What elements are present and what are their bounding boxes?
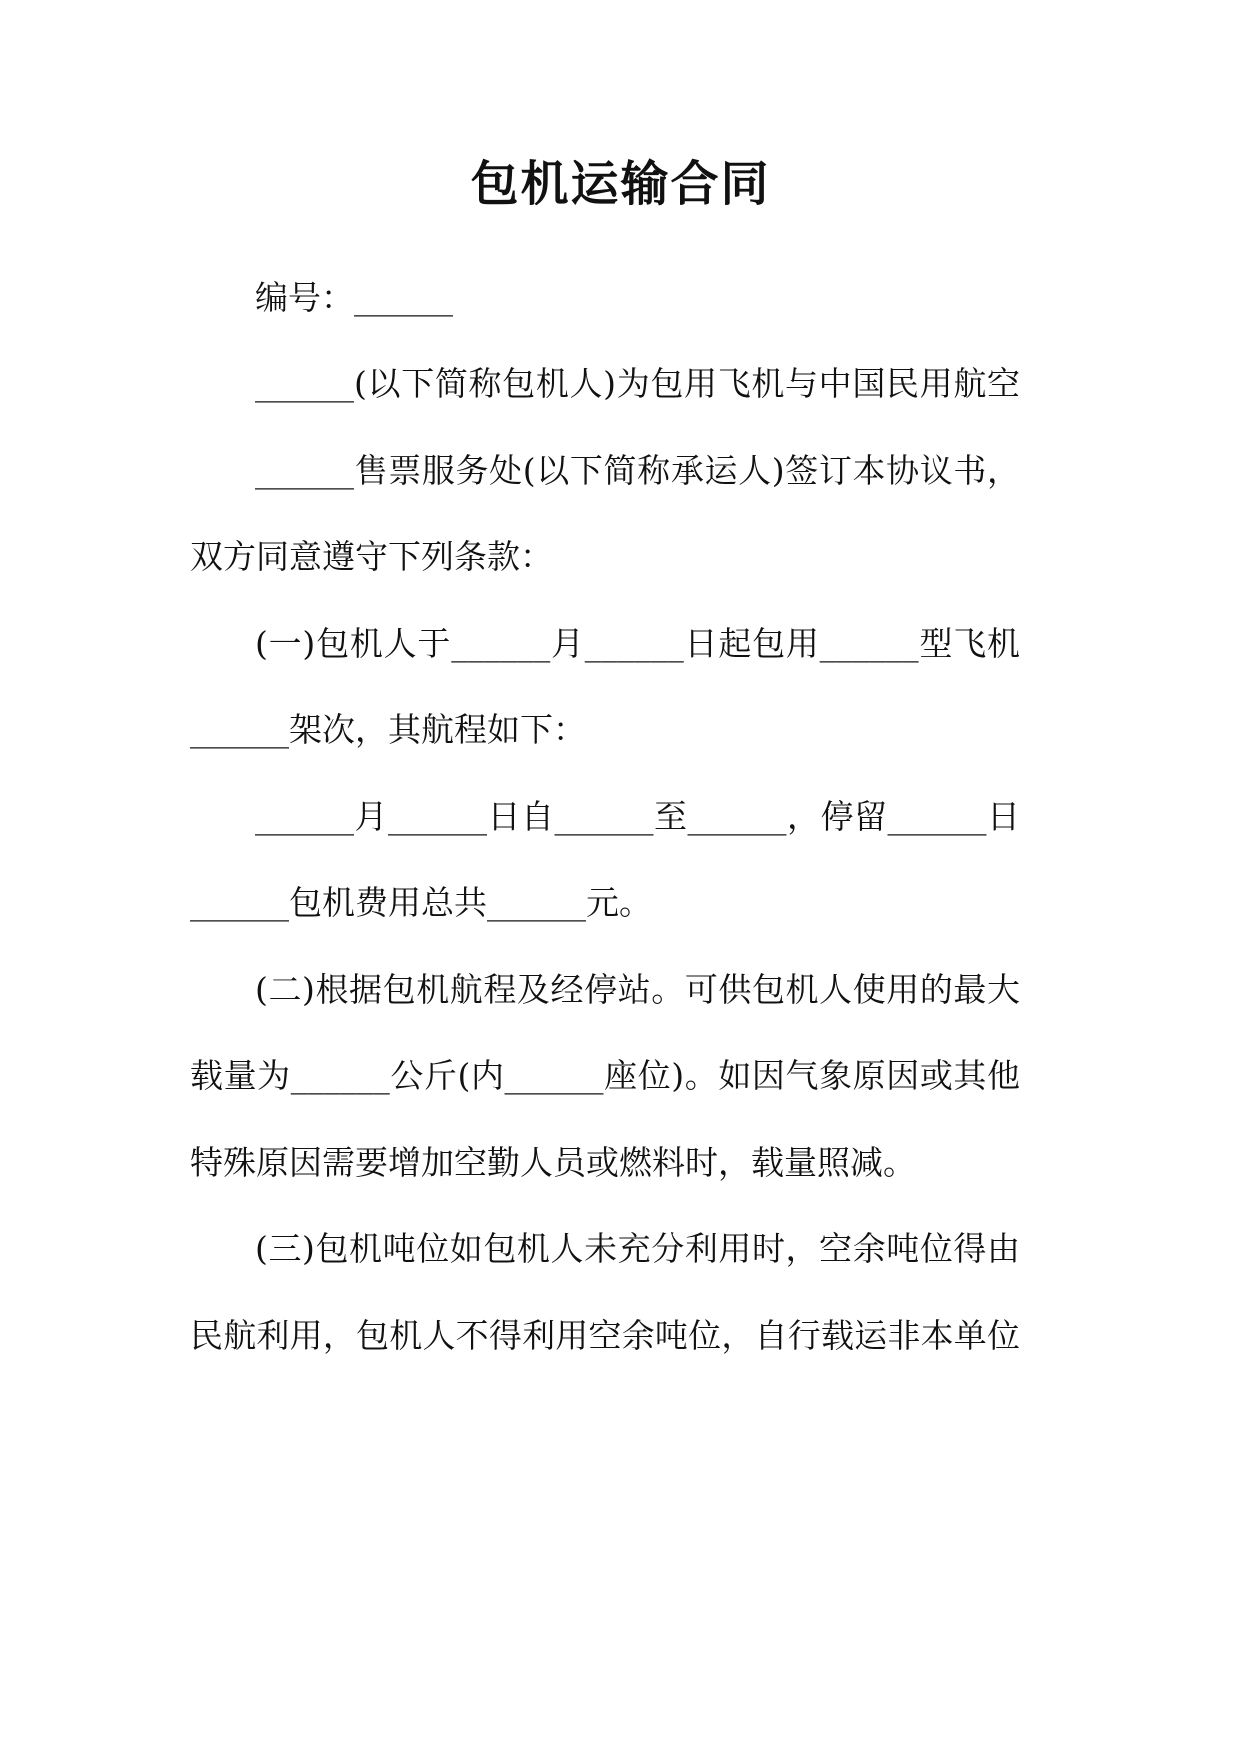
- clause-2-line: (二)根据包机航程及经停站。可供包机人使用的最大: [255, 970, 1020, 1009]
- contract-number-line: 编号：______: [255, 278, 453, 317]
- clause-1-line: ______架次，其航程如下：: [190, 710, 586, 749]
- clause-2-line: 载量为______公斤(内______座位)。如因气象原因或其他: [190, 1056, 1020, 1095]
- paragraph-line: ______售票服务处(以下简称承运人)签订本协议书，: [255, 451, 1020, 490]
- clause-1-line: (一)包机人于______月______日起包用______型飞机: [255, 624, 1020, 663]
- clause-3-line: (三)包机吨位如包机人未充分利用时，空余吨位得由: [255, 1229, 1020, 1268]
- clause-1-line: ______包机费用总共______元。: [190, 883, 652, 922]
- document-title: 包机运输合同: [470, 156, 771, 212]
- paragraph-line: 双方同意遵守下列条款：: [190, 537, 553, 576]
- clause-3-line: 民航利用，包机人不得利用空余吨位，自行载运非本单位: [190, 1316, 1020, 1355]
- paragraph-line: ______(以下简称包机人)为包用飞机与中国民用航空: [255, 364, 1020, 403]
- clause-2-line: 特殊原因需要增加空勤人员或燃料时，载量照减。: [190, 1143, 916, 1182]
- clause-1-line: ______月______日自______至______，停留______日: [255, 797, 1020, 836]
